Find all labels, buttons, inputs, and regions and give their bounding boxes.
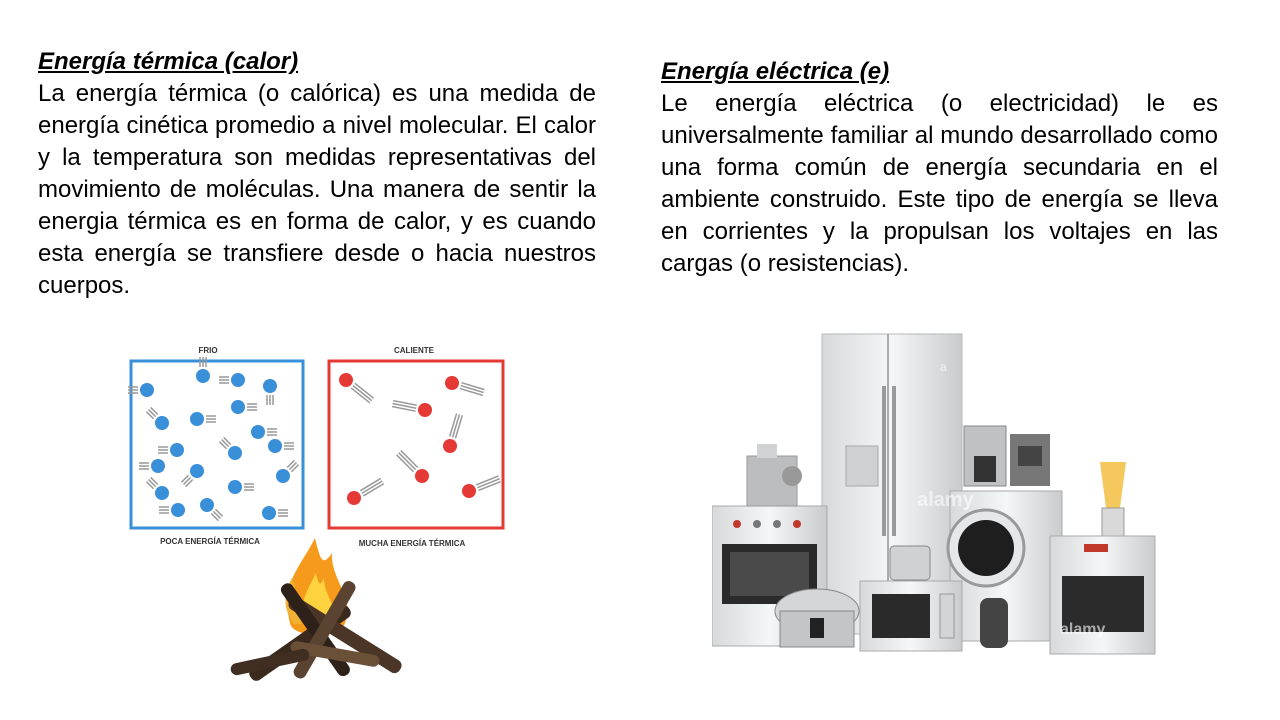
cold-caption: POCA ENERGÍA TÉRMICA — [160, 537, 260, 546]
appliances-photo — [712, 326, 1160, 660]
thermal-section — [38, 46, 596, 302]
microwave — [860, 581, 962, 651]
meat-grinder — [747, 444, 802, 506]
watermark-1: alamy — [917, 489, 974, 511]
cold-label: FRIO — [198, 346, 218, 355]
blender — [1100, 462, 1126, 536]
watermark-3: alamy — [1060, 621, 1106, 638]
toaster — [890, 546, 930, 580]
thermal-paragraph: La energía térmica (o calórica) es una medida de energía cinética promedio a nivel molecular. El calor y la temperatura son medidas representativas del movimiento de moléculas. Una manera de sentir la energia térmica es en forma de calor, y es cuando esta energía se transfiere desde o hacia nuestros cuerpos. — [38, 80, 596, 299]
slow-cooker — [775, 589, 859, 647]
kettle — [980, 598, 1008, 648]
electric-section — [661, 56, 1218, 280]
thermal-heading: Energía térmica (calor) — [38, 48, 299, 75]
coffee-makers — [964, 426, 1050, 486]
hot-label: CALIENTE — [394, 346, 434, 355]
campfire-illustration — [220, 528, 420, 690]
watermark-2: a — [940, 360, 947, 374]
electric-heading: Energía eléctrica (e) — [661, 58, 890, 85]
hot-caption: MUCHA ENERGÍA TÉRMICA — [358, 539, 466, 548]
electric-paragraph: Le energía eléctrica (o electricidad) le es universalmente familiar al mundo desarrollado como una forma común de energía secundaria en el ambiente construido. Este tipo de energía se lleva en corrientes y la propulsan los voltajes en las cargas (o resistencias). — [661, 90, 1218, 277]
molecule-diagram — [125, 340, 515, 555]
